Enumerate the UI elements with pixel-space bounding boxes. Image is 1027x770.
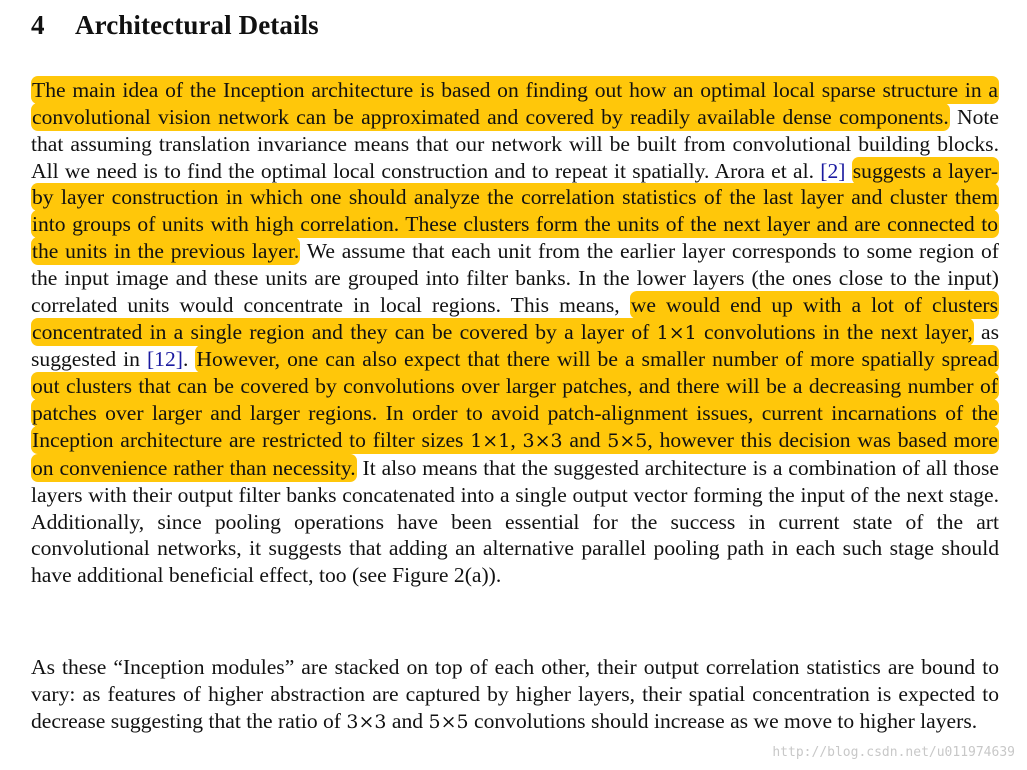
text-translation-invariance: Note that assuming translation invariance means that our network will be built from convolutional building blocks. All we need is to find the optimal local construction and to repeat it spatially. Arora et al. [31,104,999,183]
section-title: Architectural Details [75,10,319,40]
watermark-url: http://blog.csdn.net/u011974639 [772,745,1015,760]
text-and: and [386,708,429,733]
highlight-text: , [510,427,523,452]
highlight-text: However, one can also expect that there will be a smaller number of more spatially spread out clusters that can be covered by convolutions over larger patches, and there will be a decreasing number of patches over larger and larger regions. In order to avoid patch-alignment issues, current incarnations of the Inception architecture are restricted to filter sizes [32,347,999,452]
paragraph-inception-modules [31,654,999,736]
highlight-text: and [562,427,608,452]
text-space [845,159,851,183]
highlight-text: we would end up with a lot of clusters concentrated in a single region and they can be covered by a layer of [32,292,999,344]
highlight-layer-construction: suggests a layer-by layer construction in which one should analyze the correlation statistics of the last layer and cluster them into groups of units with high correlation. These clusters form the units of the next layer and are connected to the units in the previous layer. [32,158,999,264]
text-inception-modules: As these “Inception modules” are stacked on top of each other, their output correlation statistics are bound to vary: as features of higher abstraction are captured by higher layers, their spatial concentration is expected to decrease suggesting that the ratio of [31,655,999,733]
math-3x3-filter: 3×3 [522,429,563,452]
text-as-suggested: as suggested in [31,319,999,372]
math-1x1: 1×1 [656,321,697,344]
text-pooling-path: It also means that the suggested architecture is a combination of all those layers with their output filter banks concatenated into a single output vector forming the input of the next stage. Additionally, since pooling operations have been essential for the success in current state of the art convolutional networks, it suggests that adding an alternative parallel pooling path in each such stage should have additional beneficial effect, too (see Figure 2(a)). [31,455,999,588]
citation-arora[interactable]: [2] [820,158,846,183]
section-heading [31,10,319,41]
text-filter-banks: We assume that each unit from the earlier layer corresponds to some region of the input image and these units are grouped into filter banks. In the lower layers (the ones close to the input) correlated units would concentrate in local regions. This means, [31,239,999,317]
math-5x5-filter: 5×5 [607,429,648,452]
highlight-text: convolutions in the next layer, [696,319,973,344]
math-3x3: 3×3 [346,710,387,733]
section-number: 4 [31,10,45,40]
paragraph-main-idea [31,77,999,589]
math-1x1-filter: 1×1 [470,429,511,452]
highlight-text: , however this decision was based more on convenience rather than necessity. [32,427,998,480]
math-5x5: 5×5 [428,710,469,733]
text-higher-layers: convolutions should increase as we move to higher layers. [468,708,978,733]
citation-12[interactable]: [12] [146,347,183,372]
highlight-main-idea: The main idea of the Inception architecture is based on finding out how an optimal local sparse structure in a convolutional vision network can be approximated and covered by readily available dense components. [32,78,998,129]
text-period: . [182,347,196,372]
